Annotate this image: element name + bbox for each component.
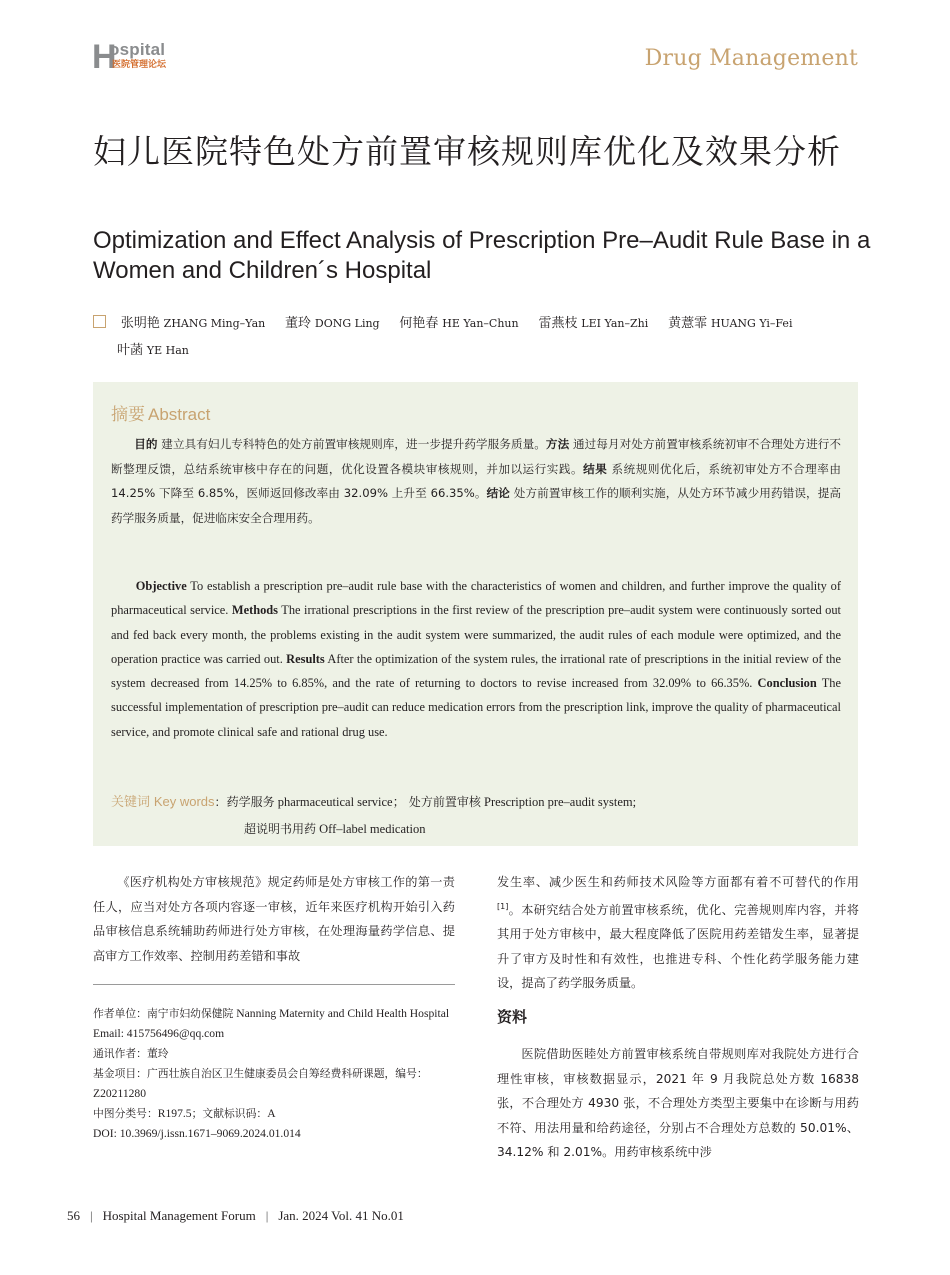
author-notes: 作者单位：南宁市妇幼保健院 Nanning Maternity and Child Health Hospital Email: 415756496@qq.com 通讯作者：董玲 基金项目：广西壮族自治区卫生健康委员会自筹经费科研课题，编号：Z20211280 中图分类号：R197.5；文献标识码：A DOI: 10.3969/j.issn.1671–9069.2024.01.014 xyxy=(93,1007,450,1140)
body-paragraph: 《医疗机构处方审核规范》规定药师是处方审核工作的第一责任人，应当对处方各项内容逐一审核，近年来医疗机构开始引入药品审核信息系统辅助药师进行处方审核，在处理海量药学信息、提高审方工作效率、控制用药差错和事故 xyxy=(93,875,455,963)
abstract-heading: 摘要 Abstract xyxy=(111,405,211,425)
keywords: 关键词 Key words：药学服务 pharmaceutical service； 处方前置审核 Prescription pre–audit system; 超说明书用药 Off–label medication xyxy=(111,794,637,836)
author: 张明艳 ZHANG Ming–Yan xyxy=(120,316,266,331)
abstract-english: Objective To establish a prescription pre–audit rule base with the characteristics of women and children, and further improve the quality of pharmaceutical service. Methods The irrational prescriptions in the first review of the prescription pre–audit system were continuously sorted out and fed back every month, the problems existing in the audit system were summarized, the audit rules of each module were optimized, and the operation practice was carried out. Results After the optimization of the system rules, the irrational rate of prescriptions in the initial review of the system decreased from 14.25% to 6.85%, and the rate of returning to doctors to revise increased from 32.09% to 66.35%. Conclusion The successful implementation of prescription pre–audit can reduce medication errors from the prescription link, improve the quality of pharmaceutical service, and promote clinical safe and rational drug use. xyxy=(111,579,842,739)
footnote-divider xyxy=(93,984,455,985)
author-box-icon xyxy=(93,315,106,328)
page-footer: 56 | Hospital Management Forum | Jan. 2024 Vol. 41 No.01 xyxy=(67,1208,404,1223)
author: 黄薏霏 HUANG Yi–Fei xyxy=(668,316,793,331)
title-chinese: 妇儿医院特色处方前置审核规则库优化及效果分析 xyxy=(93,132,841,171)
logo-subtitle: 医院管理论坛 xyxy=(112,60,167,70)
journal-logo xyxy=(92,40,182,76)
author-list xyxy=(93,310,863,364)
citation-ref[interactable]: [1] xyxy=(497,901,509,911)
abstract-box xyxy=(93,382,858,846)
body-paragraph: 医院借助医睦处方前置审核系统自带规则库对我院处方进行合理性审核，审核数据显示，2021 年 9 月我院总处方数 16838 张，不合理处方 4930 张，不合理处方类型主要集中在诊断与用药不符、用法用量和给药途径，分别占不合理处方总数的 50.01%、34.12% 和 2.01%。用药审核系统中涉 xyxy=(497,1047,859,1159)
journal-name: Hospital Management Forum xyxy=(102,1208,256,1223)
logo-letter: H xyxy=(92,38,117,76)
issue-info: Jan. 2024 Vol. 41 No.01 xyxy=(278,1208,404,1223)
title-english: Optimization and Effect Analysis of Prescription Pre–Audit Rule Base in a Women and Children´s Hospital xyxy=(93,227,871,284)
abstract-chinese: 目的 建立具有妇儿专科特色的处方前置审核规则库，进一步提升药学服务质量。方法 通过每月对处方前置审核系统初审不合理处方进行不断整理反馈，总结系统审核中存在的问题，优化设置各模块审核规则，并加以运行实践。结果 系统规则优化后，系统初审处方不合理率由 14.25% 下降至 6.85%，医师返回修改率由 32.09% 上升至 66.35%。结论 处方前置审核工作的顺利实施，从处方环节减少用药错误，提高药学服务质量，促进临床安全合理用药。 xyxy=(111,437,841,525)
author: 何艳春 HE Yan–Chun xyxy=(399,316,519,331)
author: 董玲 DONG Ling xyxy=(285,316,380,331)
section-name: Drug Management xyxy=(644,46,858,71)
section-heading: 资料 xyxy=(497,1008,528,1026)
body-paragraph: 发生率、减少医生和药师技术风险等方面都有着不可替代的作用 [1]。本研究结合处方前置审核系统，优化、完善规则库内容，并将其用于处方审核中，最大程度降低了医院用药差错发生率，显著提升了审方及时性和有效性，也推进专科、个性化药学服务能力建设，提高了药学服务质量。 xyxy=(497,875,859,991)
logo-word: ospital xyxy=(109,40,166,59)
page-number: 56 xyxy=(67,1208,80,1223)
author: 雷燕枝 LEI Yan–Zhi xyxy=(538,316,649,331)
author: 叶菡 YE Han xyxy=(117,343,189,358)
